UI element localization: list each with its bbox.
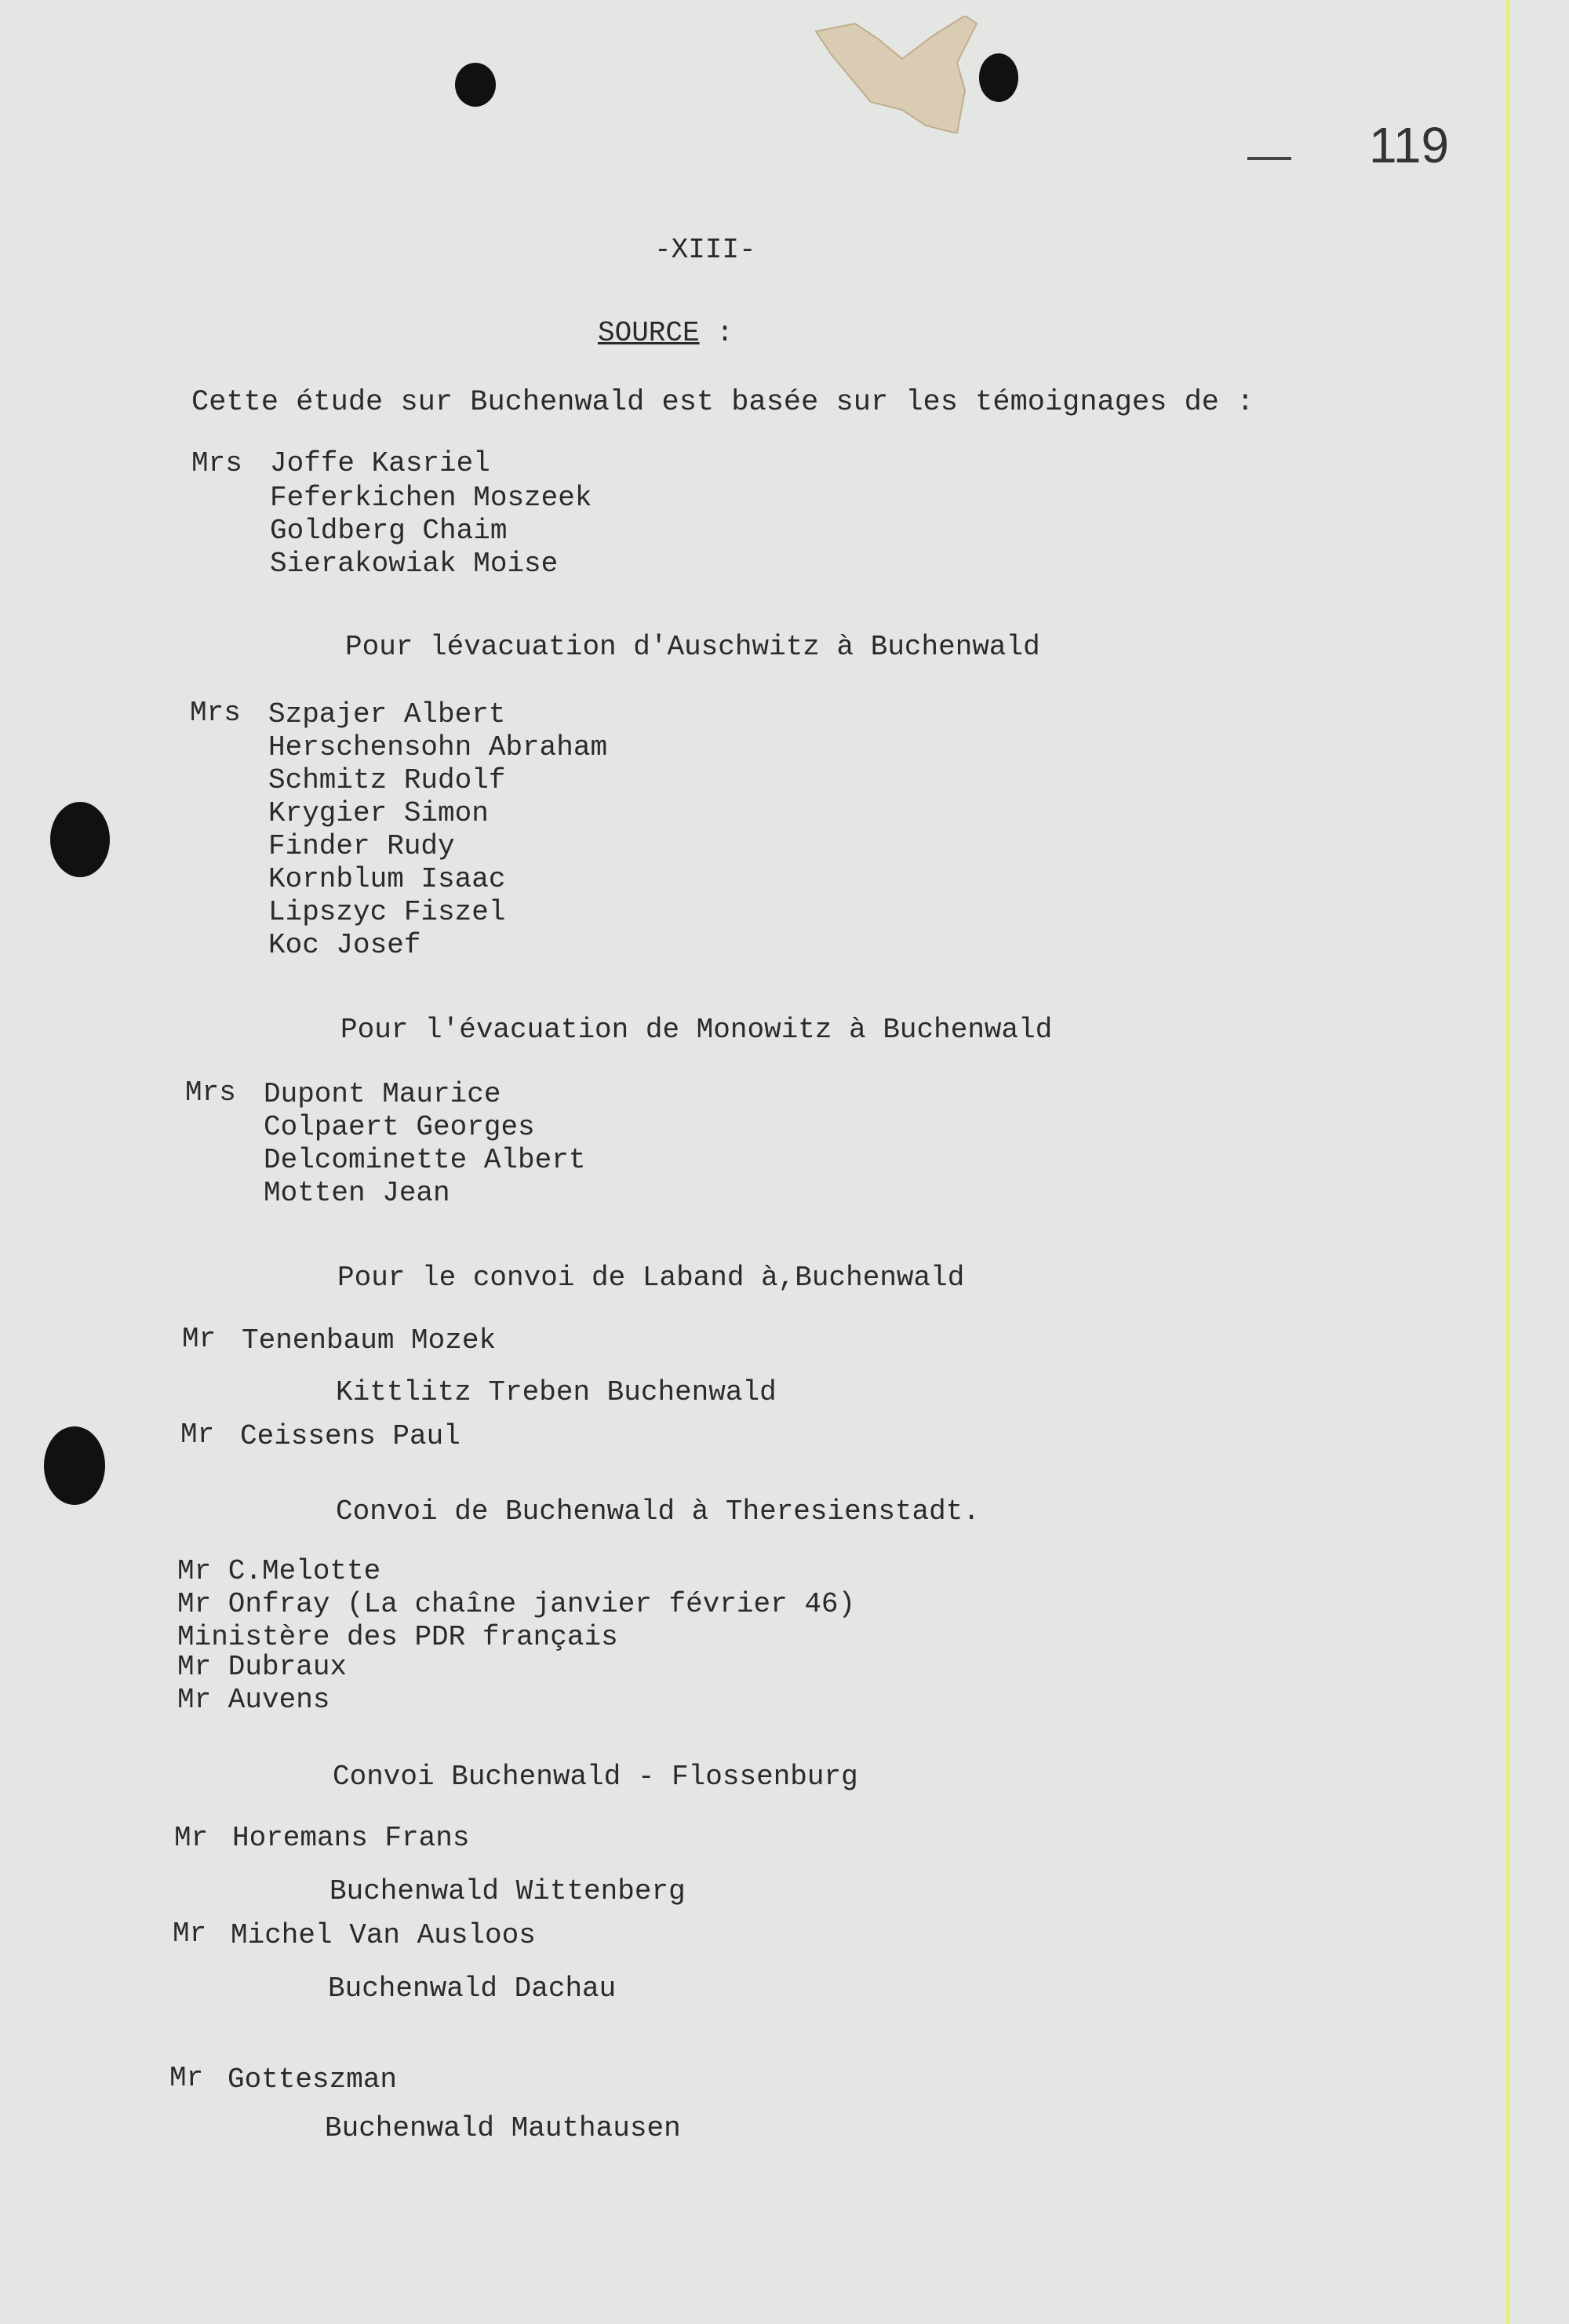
witness-line: Mr Auvens: [177, 1684, 330, 1716]
torn-tape-fragment: [808, 16, 988, 133]
source-label: SOURCE: [598, 317, 700, 349]
convoy-heading: Convoi de Buchenwald à Theresienstadt.: [336, 1495, 980, 1528]
convoy-heading: Pour l'évacuation de Monowitz à Buchenwald: [340, 1014, 1053, 1046]
witness-name: Feferkichen Moszeek: [270, 482, 592, 514]
punch-hole-middle: [50, 802, 110, 877]
witness-name: Schmitz Rudolf: [268, 764, 506, 796]
witness-name: Goldberg Chaim: [270, 515, 508, 547]
witness-name: Lipszyc Fiszel: [268, 896, 506, 928]
witness-name: Horemans Frans: [232, 1822, 470, 1854]
source-colon: :: [716, 317, 734, 349]
prefix: Mr: [173, 1918, 207, 1950]
prefix: Mrs: [185, 1076, 236, 1109]
section-number: -XIII-: [654, 234, 756, 266]
stamp-mark: [1247, 157, 1291, 160]
witness-line: Mr C.Melotte: [177, 1555, 381, 1587]
prefix: Mr: [182, 1323, 217, 1355]
witness-name: Joffe Kasriel: [270, 447, 490, 479]
witness-name: Krygier Simon: [268, 797, 489, 829]
convoy-heading: Convoi Buchenwald - Flossenburg: [333, 1761, 858, 1793]
convoy-heading: Kittlitz Treben Buchenwald: [336, 1376, 777, 1408]
witness-name: Michel Van Ausloos: [231, 1919, 536, 1951]
witness-name: Finder Rudy: [268, 830, 455, 862]
witness-line: Mr Onfray (La chaîne janvier février 46): [177, 1588, 856, 1620]
witness-name: Dupont Maurice: [264, 1078, 501, 1110]
convoy-heading: Pour lévacuation d'Auschwitz à Buchenwald: [345, 631, 1040, 663]
convoy-heading: Buchenwald Mauthausen: [325, 2112, 681, 2144]
witness-name: Szpajer Albert: [268, 698, 506, 730]
witness-name: Herschensohn Abraham: [268, 731, 608, 763]
witness-name: Koc Josef: [268, 929, 421, 961]
witness-line: Mr Dubraux: [177, 1651, 348, 1683]
prefix: Mr: [174, 1822, 209, 1854]
punch-hole-lower: [44, 1426, 105, 1505]
witness-name: Kornblum Isaac: [268, 863, 506, 895]
prefix: Mrs: [190, 697, 241, 729]
convoy-heading: Buchenwald Dachau: [328, 1972, 617, 2005]
witness-name: Ceissens Paul: [240, 1420, 461, 1452]
witness-name: Sierakowiak Moise: [270, 548, 559, 580]
witness-name: Gotteszman: [228, 2064, 398, 2096]
witness-name: Colpaert Georges: [264, 1111, 535, 1143]
prefix: Mrs: [191, 447, 242, 479]
intro-line: Cette étude sur Buchenwald est basée sur les témoignages de :: [191, 386, 1254, 419]
convoy-heading: Pour le convoi de Laband à,Buchenwald: [337, 1262, 965, 1294]
page-number-stamp: 119: [1369, 117, 1450, 173]
prefix: Mr: [169, 2062, 204, 2094]
punch-hole-top-left: [455, 63, 496, 107]
witness-name: Delcominette Albert: [264, 1144, 586, 1176]
convoy-heading: Buchenwald Wittenberg: [329, 1875, 686, 1907]
witness-name: Motten Jean: [264, 1177, 450, 1209]
prefix: Mr: [180, 1419, 215, 1451]
witness-line: Ministère des PDR français: [177, 1621, 618, 1653]
source-heading: [598, 317, 734, 349]
witness-name: Tenenbaum Mozek: [242, 1324, 497, 1357]
page-edge-line: [1506, 0, 1509, 2324]
